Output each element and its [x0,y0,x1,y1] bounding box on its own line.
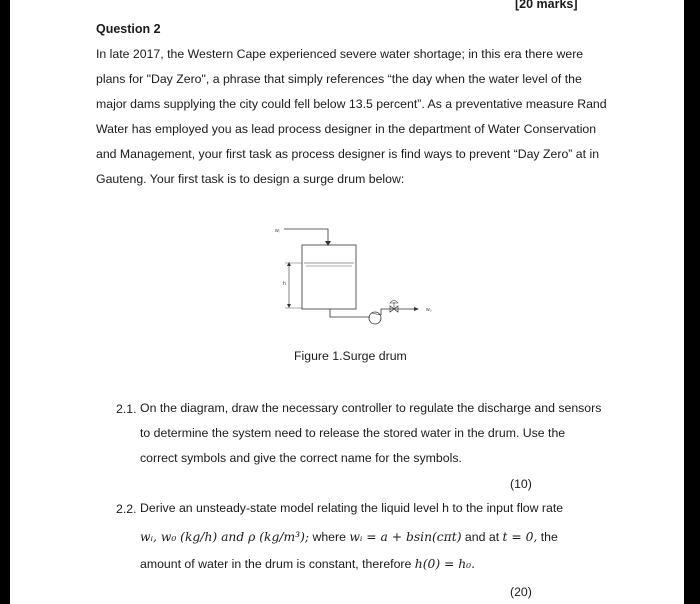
inlet-pipe [284,229,328,243]
inlet-flow-label: wᵢ [275,228,280,234]
intro-line: plans for "Day Zero", a phrase that simply references “the day when the water level of the [96,72,582,86]
inline-text: the [537,530,558,544]
item-line: On the diagram, draw the necessary controller to regulate the discharge and sensors [140,401,602,415]
discharge-pipe [381,309,416,315]
initial-condition: h(0) = h₀. [414,557,475,571]
item-2-1-text [140,396,601,471]
question-title: Question 2 [96,22,161,36]
intro-line: Gauteng. Your first task is to design a surge drum below: [96,172,405,186]
initial-time: t = 0, [502,530,538,544]
drum-vessel [302,245,356,309]
item-number: 2.2. [116,502,137,516]
item-number: 2.1. [116,402,137,416]
item-2-2-text [140,496,563,577]
outlet-flow-label: wₒ [426,307,432,313]
inline-text: amount of water in the drum is constant, therefore [140,557,415,571]
intro-line: In late 2017, the Western Cape experienced severe water shortage; in this era there were [96,47,584,61]
inlet-equation: wᵢ = a + bsin(cπt) [349,530,462,544]
intro-line: Water has employed you as lead process designer in the department of Water Conservation [96,122,597,136]
item-line: Derive an unsteady-state model relating the liquid level h to the input flow rate [140,501,564,515]
item-marks: (20) [510,585,532,599]
item-line: correct symbols and give the correct name for the symbols. [140,451,462,465]
item-line [140,525,563,550]
inline-text: and at [461,530,503,544]
level-arrow-down [287,304,291,308]
level-label: h [283,281,286,287]
question-intro [96,42,608,192]
document-page [10,0,684,604]
level-arrow-up [287,262,291,266]
item-marks: (10) [510,477,532,491]
item-line: to determine the system need to release the stored water in the drum. Use the [140,426,566,440]
inline-text: where [309,530,350,544]
outlet-arrow [414,307,419,311]
outlet-pipe [330,309,370,317]
intro-line: and Management, your first task as process designer is find ways to prevent “Day Zero” at in [96,147,600,161]
figure-caption: Figure 1.Surge drum [294,349,407,363]
item-line [140,552,563,577]
intro-line: major dams supplying the city could fell below 13.5 percent”. As a preventative measure Rand [96,97,607,111]
surge-drum-diagram [258,215,458,335]
total-marks: [20 marks] [515,0,578,11]
flow-rate-math: wᵢ, w₀ (kg/h) and ρ (kg/m³); [140,530,310,544]
